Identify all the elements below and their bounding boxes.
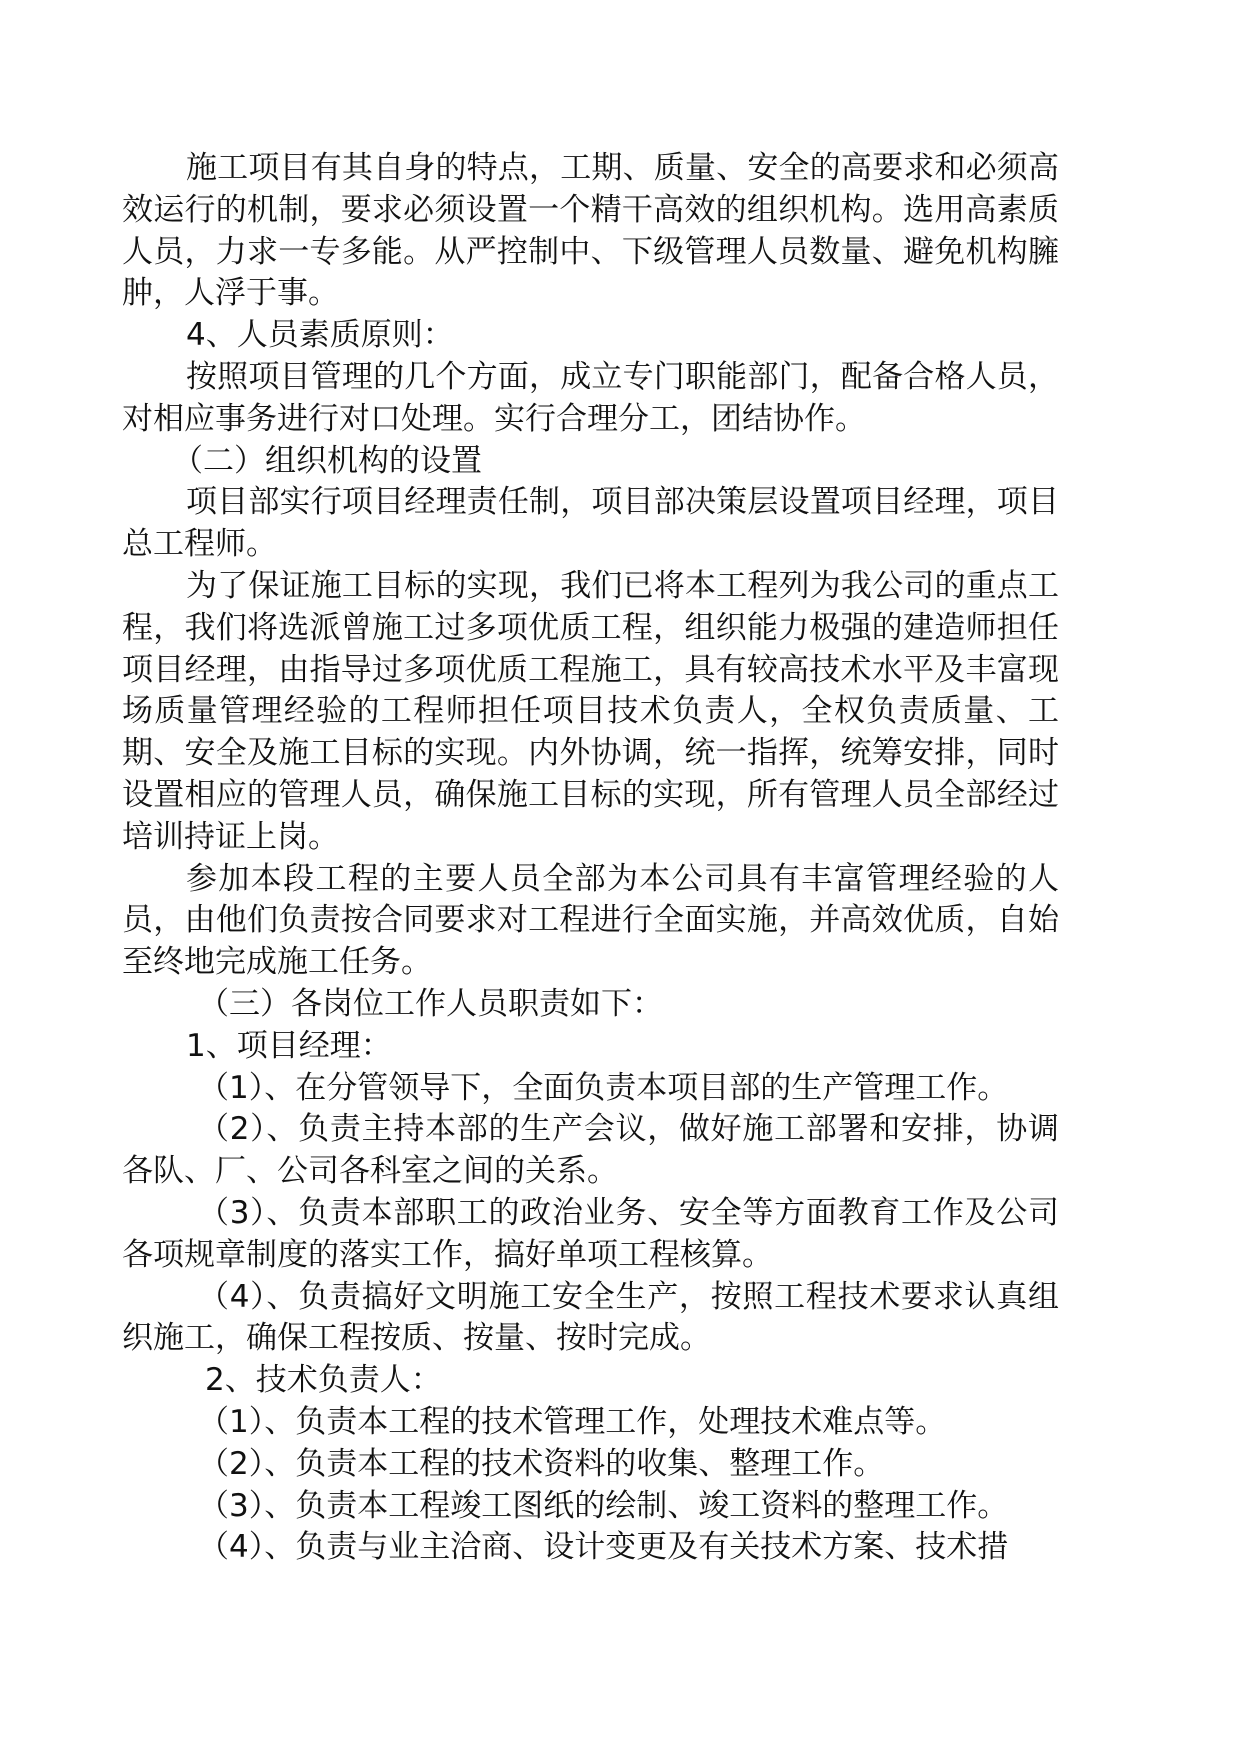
heading-project-manager: 1、项目经理： — [186, 1027, 392, 1064]
paragraph-construction-goal: 为了保证施工目标的实现，我们已将本工程列为我公司的重点工程，我们将选派曾施工过多项优质工程，组织能力极强的建造师担任项目经理，由指导过多项优质工程施工，具有较高技术水平及丰富现场质量管理经验的工程师担任项目技术负责人，全权负责质量、工期、安全及施工目标的实现。内外协调，统一指挥，统筹安排，同时设置相应的管理人员，确保施工目标的实现，所有管理人员全部经过培训持证上岗。 — [122, 567, 1059, 855]
paragraph-departments: 按照项目管理的几个方面，成立专门职能部门，配备合格人员，对相应事务进行对口处理。实行合理分工，团结协作。 — [122, 358, 1059, 437]
list-item-pm-1: （1）、在分管领导下，全面负责本项目部的生产管理工作。 — [198, 1069, 1009, 1106]
list-item-pm-3: （3）、负责本部职工的政治业务、安全等方面教育工作及公司各项规章制度的落实工作，搞好单项工程核算。 — [122, 1194, 1059, 1273]
heading-technical-lead: 2、技术负责人： — [205, 1362, 442, 1399]
list-item-tech-2: （2）、负责本工程的技术资料的收集、整理工作。 — [198, 1445, 885, 1482]
list-item-pm-2: （2）、负责主持本部的生产会议，做好施工部署和安排，协调各队、厂、公司各科室之间的关系。 — [122, 1111, 1059, 1190]
heading-org-setup: （二）组织机构的设置 — [172, 442, 482, 479]
list-item-tech-4: （4）、负责与业主洽商、设计变更及有关技术方案、技术措 — [198, 1529, 1009, 1566]
paragraph-main-personnel: 参加本段工程的主要人员全部为本公司具有丰富管理经验的人员，由他们负责按合同要求对工程进行全面实施，并高效优质，自始至终地完成施工任务。 — [122, 860, 1059, 981]
list-item-tech-1: （1）、负责本工程的技术管理工作，处理技术难点等。 — [198, 1403, 947, 1440]
list-item-tech-3: （3）、负责本工程竣工图纸的绘制、竣工资料的整理工作。 — [198, 1487, 1009, 1524]
paragraph-manager-responsibility: 项目部实行项目经理责任制，项目部决策层设置项目经理，项目总工程师。 — [122, 484, 1059, 563]
paragraph-org-principle: 施工项目有其自身的特点，工期、质量、安全的高要求和必须高效运行的机制，要求必须设置一个精干高效的组织机构。选用高素质人员，力求一专多能。从严控制中、下级管理人员数量、避免机构臃肿，人浮于事。 — [122, 150, 1059, 312]
heading-personnel-quality: 4、人员素质原则： — [186, 317, 454, 354]
document-body — [122, 148, 1059, 1569]
list-item-pm-4: （4）、负责搞好文明施工安全生产，按照工程技术要求认真组织施工，确保工程按质、按量、按时完成。 — [122, 1278, 1059, 1357]
heading-job-duties: （三）各岗位工作人员职责如下： — [198, 985, 663, 1022]
